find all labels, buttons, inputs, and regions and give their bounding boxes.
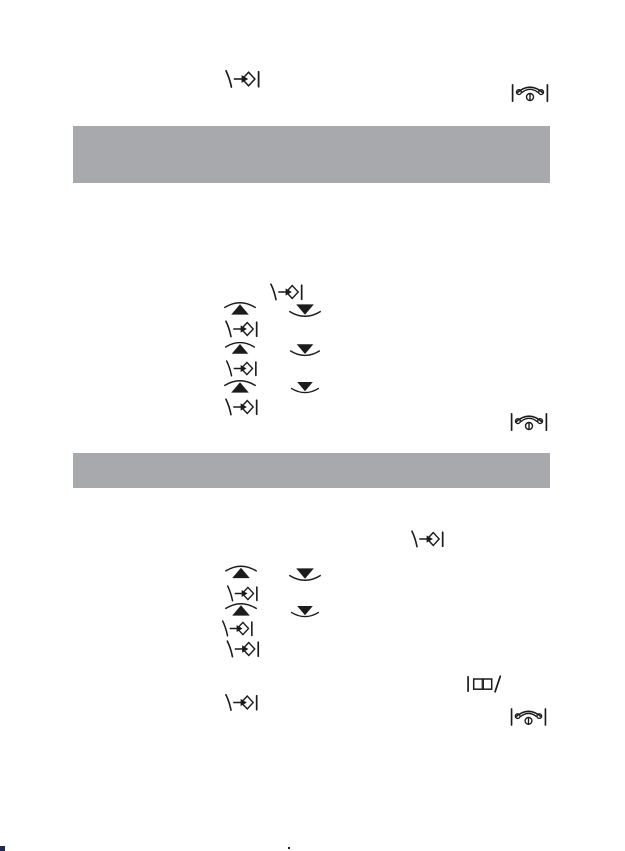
navigator-ok-key-icon [269,283,303,301]
navigator-ok-key-icon [224,320,258,338]
up-arrow-key-icon [225,563,257,582]
navigator-ok-key-icon [225,640,260,658]
navigator-ok-key-icon [220,620,254,637]
off-hangup-key-icon [511,81,549,104]
navigator-ok-key-icon [225,585,259,602]
down-arrow-key-icon [289,301,321,319]
down-arrow-key-icon [289,341,321,358]
down-arrow-key-icon [289,379,321,395]
navigator-ok-key-icon [224,398,258,416]
down-arrow-key-icon [289,565,321,583]
down-arrow-key-icon [289,603,321,619]
navigator-ok-key-icon [410,530,444,548]
navigator-ok-key-icon [224,69,260,89]
up-arrow-key-icon [224,300,256,318]
phonebook-key-icon [466,675,503,693]
up-arrow-key-icon [224,378,256,396]
scan-speck [288,847,290,849]
scan-corner-mark [0,846,5,851]
off-hangup-key-icon [510,410,548,433]
off-hangup-key-icon [510,705,547,728]
up-arrow-key-icon [224,340,256,357]
navigator-ok-key-icon [224,693,258,712]
up-arrow-key-icon [225,601,257,619]
section-heading-bar [73,453,550,488]
section-heading-bar [73,126,550,183]
navigator-ok-key-icon [224,360,258,377]
